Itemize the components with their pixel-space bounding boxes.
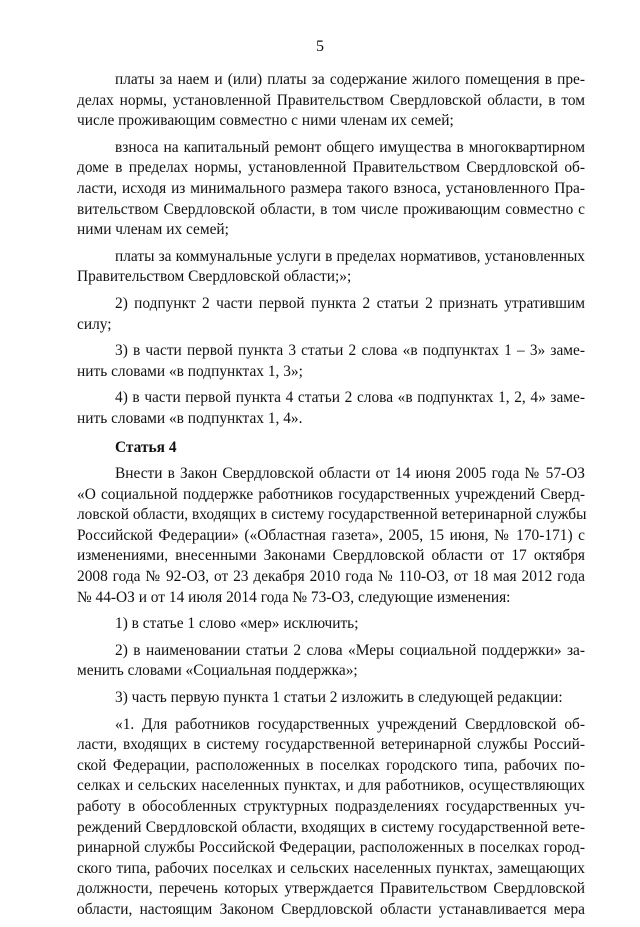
paragraph: [77, 341, 585, 382]
text-line: 2) в наименовании статьи 2 слова «Меры социальной поддержки» за-: [115, 641, 585, 659]
page-number: 5: [316, 38, 324, 55]
text-line: Правительством Свердловской области;»;: [77, 268, 352, 286]
paragraph: [77, 688, 585, 709]
text-line: 1) в статье 1 слово «мер» исключить;: [115, 615, 359, 633]
paragraph: [77, 614, 585, 635]
article-heading: Статья 4: [115, 438, 177, 456]
text-line: 2008 года № 92-ОЗ, от 23 декабря 2010 года № 110-ОЗ, от 18 мая 2012 года: [77, 568, 585, 586]
paragraph: [77, 715, 585, 921]
text-line: изменениями, внесенными Законами Свердловской области от 17 октября: [77, 547, 585, 565]
text-line: селках и сельских населенных пунктах, и для работников, осуществляющих: [77, 777, 585, 795]
text-line: платы за коммунальные услуги в пределах нормативов, установленных: [115, 247, 585, 265]
text-line: ними членам их семей;: [77, 221, 229, 239]
text-line: должности, перечень которых утверждается Правительством Свердловской: [77, 880, 585, 898]
text-line: реждений Свердловской области, входящих в систему государственной вете-: [77, 818, 585, 836]
text-line: силу;: [77, 315, 112, 333]
text-line: взноса на капитальный ремонт общего имущества в многоквартирном: [115, 138, 585, 156]
text-line: работу в обособленных структурных подразделениях государственных уч-: [77, 798, 585, 815]
text-line: «1. Для работников государственных учреждений Свердловской об-: [115, 715, 585, 733]
paragraph: [77, 464, 585, 608]
paragraph: [77, 138, 585, 241]
text-line: ского типа, рабочих поселках и сельских населенных пунктах, замещающих: [77, 859, 585, 877]
text-line: нить словами «в подпунктах 1, 3»;: [77, 362, 303, 380]
text-line: менить словами «Социальная поддержка»;: [77, 662, 358, 680]
text-line: ской Федерации, расположенных в поселках городского типа, рабочих по-: [77, 756, 585, 774]
paragraph: [77, 70, 585, 132]
text-line: ласти, входящих в систему государственной ветеринарной службы Россий-: [77, 736, 585, 754]
text-line: вительством Свердловской области, в том числе проживающим совместно с: [77, 200, 585, 218]
document-body: [77, 70, 585, 927]
text-line: 2) подпункт 2 части первой пункта 2 статьи 2 признать утратившим: [115, 294, 585, 312]
text-line: 3) часть первую пункта 1 статьи 2 изложить в следующей редакции:: [115, 689, 563, 707]
text-line: ловской области, входящих в систему государственной ветеринарной службы: [77, 506, 587, 524]
text-line: № 44-ОЗ и от 14 июля 2014 года № 73-ОЗ, следующие изменения:: [77, 588, 511, 606]
paragraph: [77, 641, 585, 682]
text-line: нить словами «в подпунктах 1, 4».: [77, 409, 303, 427]
text-line: платы за наем и (или) платы за содержание жилого помещения в пре-: [115, 71, 585, 88]
text-line: доме в пределах нормы, установленной Правительством Свердловской об-: [77, 159, 585, 177]
text-line: Внести в Закон Свердловской области от 14 июня 2005 года № 57-ОЗ: [115, 465, 585, 483]
text-line: 4) в части первой пункта 4 статьи 2 слова «в подпунктах 1, 2, 4» заме-: [115, 389, 585, 407]
text-line: Российской Федерации» («Областная газета», 2005, 15 июня, № 170-171) с: [77, 526, 585, 544]
text-line: области, настоящим Законом Свердловской области устанавливается мера: [77, 900, 585, 918]
text-line: ринарной службы Российской Федерации, расположенных в поселках город-: [77, 839, 585, 857]
text-line: «О социальной поддержке работников государственных учреждений Сверд-: [77, 485, 585, 503]
paragraph: [77, 294, 585, 335]
text-line: 3) в части первой пункта 3 статьи 2 слова «в подпунктах 1 – 3» заме-: [115, 342, 585, 360]
text-line: ласти, исходя из минимального размера такого взноса, установленного Пра-: [77, 179, 585, 197]
text-line: числе проживающим совместно с ними членам их семей;: [77, 112, 454, 130]
text-line: делах нормы, установленной Правительством Свердловской области, в том: [77, 91, 585, 109]
paragraph: [77, 247, 585, 288]
paragraph: [77, 388, 585, 429]
